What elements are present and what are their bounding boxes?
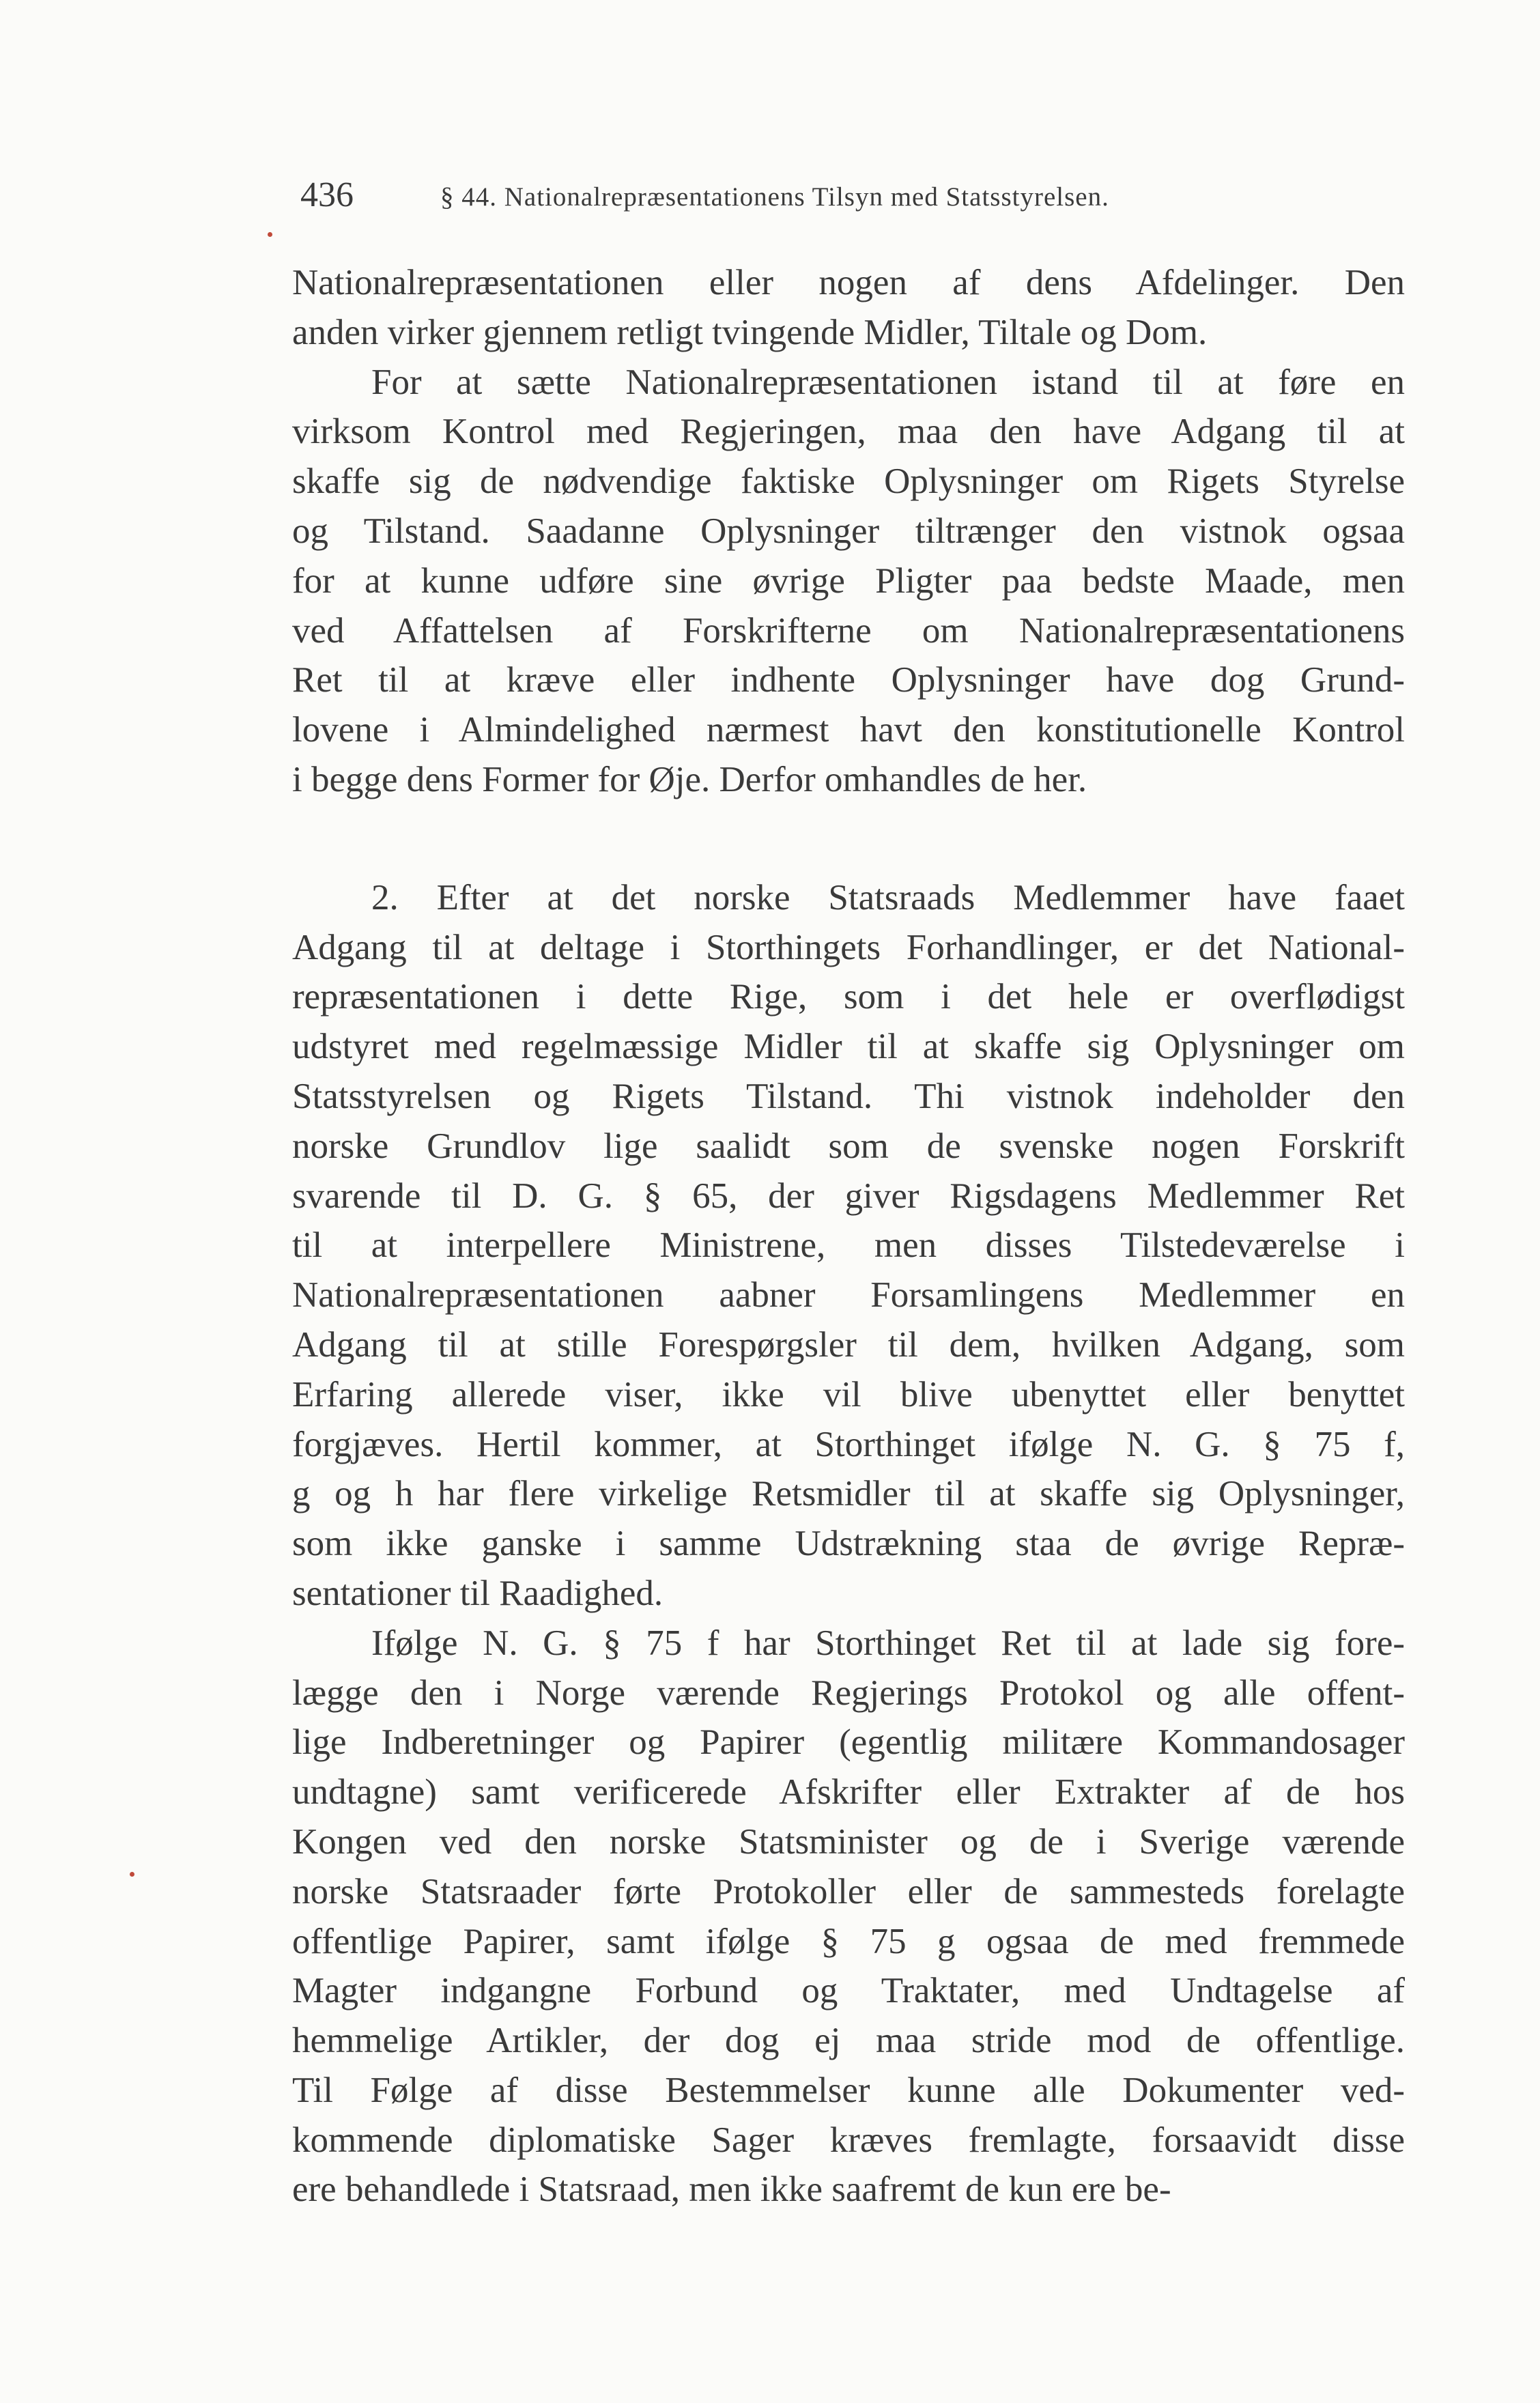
text-line: For at sætte Nationalrepræsentationen istand til at føre en bbox=[371, 362, 1405, 402]
text-line: virksom Kontrol med Regjeringen, maa den have Adgang til at bbox=[292, 412, 1405, 452]
margin-mark bbox=[130, 1872, 134, 1877]
text-line: udstyret med regelmæssige Midler til at skaffe sig Oplysninger om bbox=[292, 1027, 1405, 1067]
text-line: som ikke ganske i samme Udstrækning staa de øvrige Repræ- bbox=[292, 1524, 1405, 1564]
text-line: offentlige Papirer, samt ifølge § 75 g ogsaa de med fremmede bbox=[292, 1921, 1405, 1961]
text-line: svarende til D. G. § 65, der giver Rigsdagens Medlemmer Ret bbox=[292, 1176, 1405, 1216]
text-line: til at interpellere Ministrene, men disses Tilstedeværelse i bbox=[292, 1225, 1405, 1266]
body-text bbox=[292, 258, 1405, 2215]
text-line: ved Affattelsen af Forskrifterne om Nationalrepræsentationens bbox=[292, 610, 1405, 651]
text-line: kommende diplomatiske Sager kræves fremlagte, forsaavidt disse bbox=[292, 2120, 1405, 2160]
text-line: Nationalrepræsentationen aabner Forsamlingens Medlemmer en bbox=[292, 1275, 1405, 1316]
paragraph bbox=[292, 358, 1405, 805]
text-line: og Tilstand. Saadanne Oplysninger tiltrænger den vistnok ogsaa bbox=[292, 511, 1405, 551]
running-header bbox=[300, 175, 1324, 229]
text-line: lægge den i Norge værende Regjerings Protokol og alle offent- bbox=[292, 1673, 1405, 1713]
page-number: 436 bbox=[300, 175, 354, 214]
text-line: ere behandlede i Statsraad, men ikke saafremt de kun ere be- bbox=[292, 2170, 1171, 2210]
text-line: Statsstyrelsen og Rigets Tilstand. Thi vistnok indeholder den bbox=[292, 1076, 1405, 1116]
text-line: for at kunne udføre sine øvrige Pligter paa bedste Maade, men bbox=[292, 560, 1405, 601]
text-line: skaffe sig de nødvendige faktiske Oplysninger om Rigets Styrelse bbox=[292, 461, 1405, 502]
section-title: § 44. Nationalrepræsentationens Tilsyn med Statsstyrelsen. bbox=[440, 182, 1109, 212]
paragraph bbox=[292, 873, 1405, 1619]
text-line: forgjæves. Hertil kommer, at Storthinget ifølge N. G. § 75 f, bbox=[292, 1424, 1405, 1464]
text-line: lovene i Almindelighed nærmest havt den konstitutionelle Kontrol bbox=[292, 710, 1405, 750]
text-line: Ret til at kræve eller indhente Oplysninger have dog Grund- bbox=[292, 660, 1405, 700]
margin-mark bbox=[268, 232, 272, 237]
text-line: sentationer til Raadighed. bbox=[292, 1573, 664, 1613]
paragraph bbox=[292, 1619, 1405, 2215]
text-line: Kongen ved den norske Statsminister og de i Sverige værende bbox=[292, 1821, 1405, 1862]
text-line: Nationalrepræsentationen eller nogen af dens Afdelinger. Den bbox=[292, 263, 1405, 302]
text-line: i begge dens Former for Øje. Derfor omhandles de her. bbox=[292, 759, 1087, 799]
text-line: 2. Efter at det norske Statsraads Medlemmer have faaet bbox=[371, 877, 1405, 918]
text-line: undtagne) samt verificerede Afskrifter eller Extrakter af de hos bbox=[292, 1772, 1405, 1812]
paragraph bbox=[292, 258, 1405, 358]
text-line: lige Indberetninger og Papirer (egentlig militære Kommandosager bbox=[292, 1722, 1405, 1763]
text-line: Adgang til at deltage i Storthingets Forhandlinger, er det National- bbox=[292, 927, 1405, 967]
text-line: anden virker gjennem retligt tvingende Midler, Tiltale og Dom. bbox=[292, 312, 1208, 352]
text-line: Magter indgangne Forbund og Traktater, med Undtagelse af bbox=[292, 1971, 1405, 2011]
text-line: Ifølge N. G. § 75 f har Storthinget Ret til at lade sig fore- bbox=[371, 1623, 1405, 1663]
text-line: hemmelige Artikler, der dog ej maa stride mod de offentlige. bbox=[292, 2021, 1405, 2061]
paragraph-gap bbox=[292, 805, 1405, 873]
text-line: Adgang til at stille Forespørgsler til dem, hvilken Adgang, som bbox=[292, 1324, 1405, 1365]
text-line: Til Følge af disse Bestemmelser kunne alle Dokumenter ved- bbox=[292, 2070, 1405, 2110]
text-line: norske Grundlov lige saalidt som de svenske nogen Forskrift bbox=[292, 1126, 1405, 1166]
text-line: norske Statsraader førte Protokoller eller de sammesteds forelagte bbox=[292, 1871, 1405, 1911]
text-line: Erfaring allerede viser, ikke vil blive ubenyttet eller benyttet bbox=[292, 1374, 1405, 1414]
text-line: repræsentationen i dette Rige, som i det hele er overflødigst bbox=[292, 977, 1405, 1017]
text-line: g og h har flere virkelige Retsmidler til at skaffe sig Oplysninger, bbox=[292, 1474, 1405, 1514]
